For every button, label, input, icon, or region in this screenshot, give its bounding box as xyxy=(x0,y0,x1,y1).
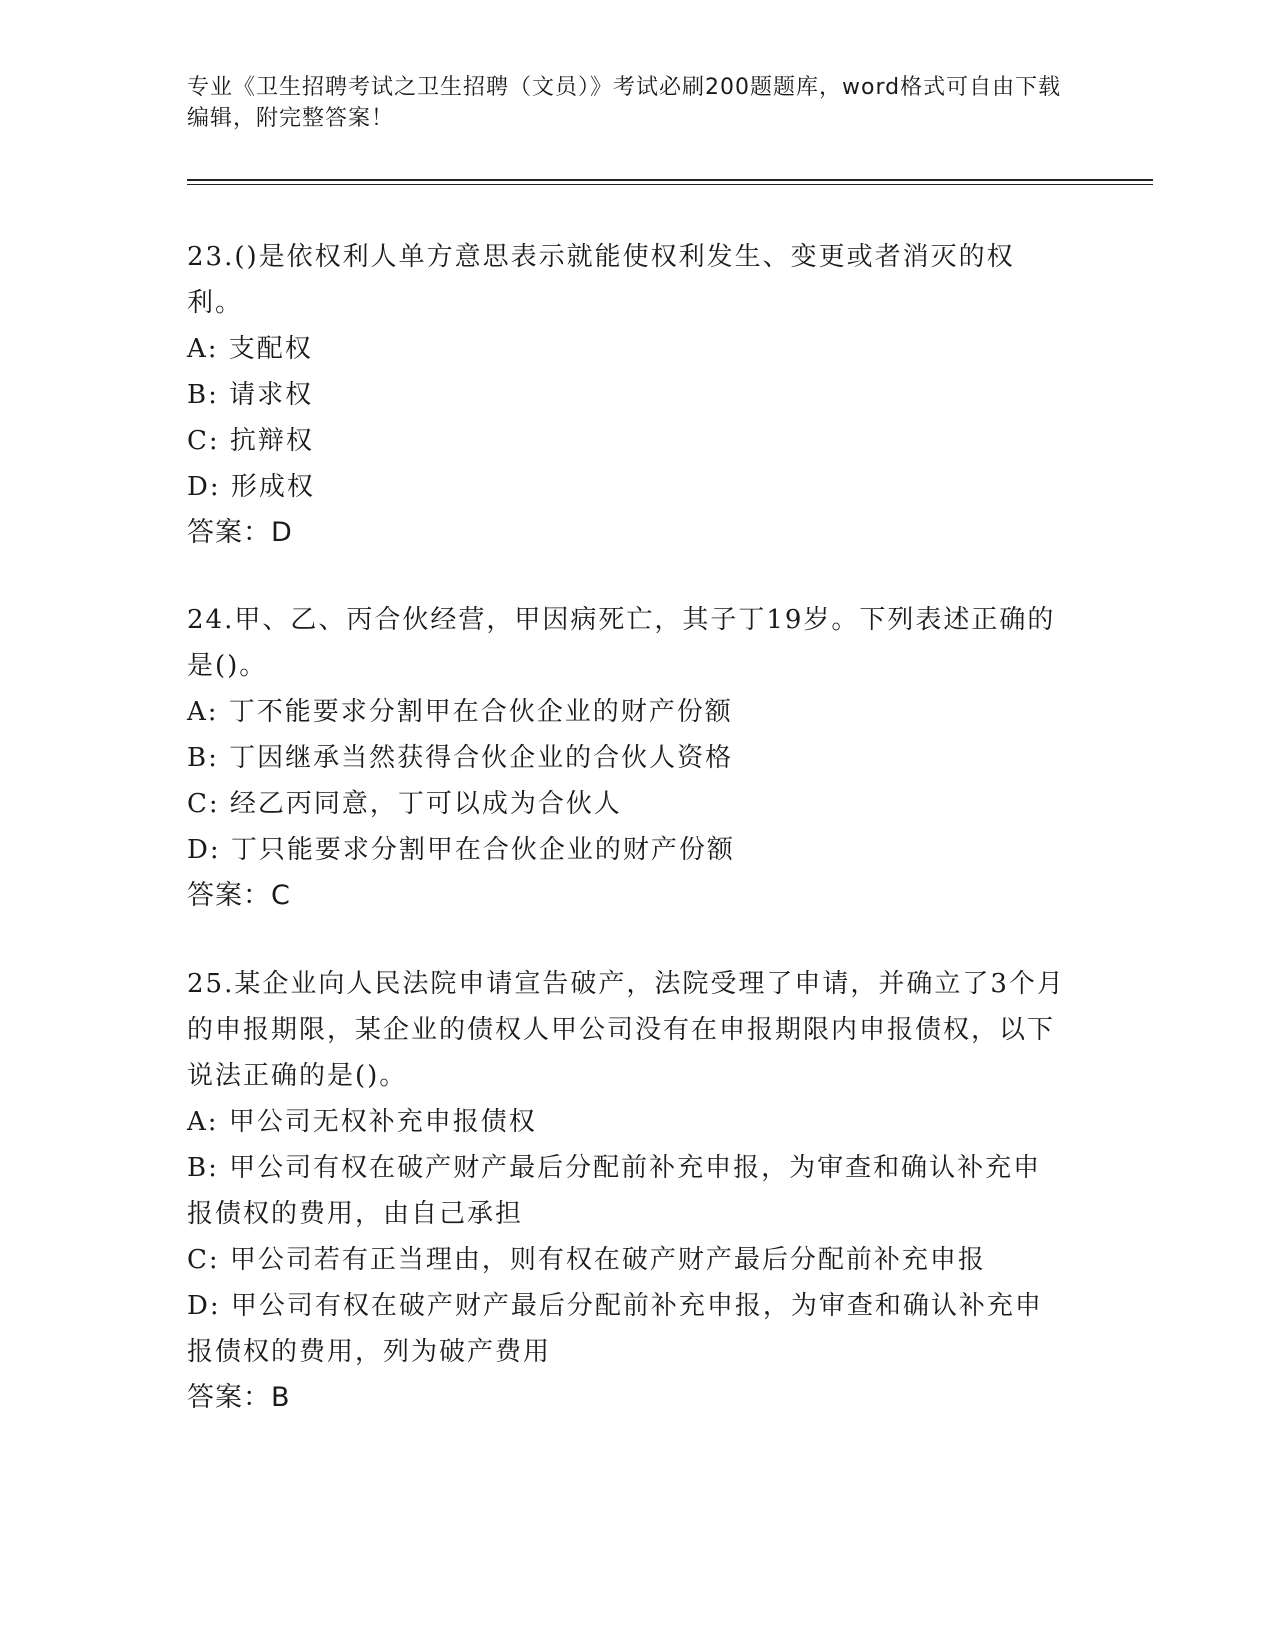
option-b: B: 请求权 xyxy=(187,380,314,410)
option-d: D: 甲公司有权在破产财产最后分配前补充申报，为审查和确认补充申报债权的费用，列为破产费用 xyxy=(187,1291,1043,1367)
option-c: C: 甲公司若有正当理由，则有权在破产财产最后分配前补充申报 xyxy=(187,1245,986,1275)
option-d: D: 丁只能要求分割甲在合伙企业的财产份额 xyxy=(187,835,735,865)
option-a: A: 甲公司无权补充申报债权 xyxy=(187,1107,537,1137)
question-block-24 xyxy=(187,597,1067,919)
header-divider-thick xyxy=(187,179,1153,181)
option-a: A: 支配权 xyxy=(187,334,313,364)
option-b: B: 丁因继承当然获得合伙企业的合伙人资格 xyxy=(187,743,734,773)
question-text: 23.()是依权利人单方意思表示就能使权利发生、变更或者消灭的权利。 xyxy=(187,242,1015,318)
answer-line: 答案：D xyxy=(187,517,293,548)
question-block-23 xyxy=(187,234,1067,556)
question-text: 25.某企业向人民法院申请宣告破产，法院受理了申请，并确立了3个月的申报期限，某企业的债权人甲公司没有在申报期限内申报债权，以下说法正确的是()。 xyxy=(187,969,1065,1091)
header-divider-thin xyxy=(187,184,1153,185)
answer-line: 答案：C xyxy=(187,880,291,911)
option-d: D: 形成权 xyxy=(187,472,315,502)
document-header: 专业《卫生招聘考试之卫生招聘（文员）》考试必刷200题题库，word格式可自由下载编辑，附完整答案！ xyxy=(187,75,1062,131)
answer-line: 答案：B xyxy=(187,1382,291,1413)
option-a: A: 丁不能要求分割甲在合伙企业的财产份额 xyxy=(187,697,733,727)
option-c: C: 经乙丙同意，丁可以成为合伙人 xyxy=(187,789,622,819)
option-c: C: 抗辩权 xyxy=(187,426,314,456)
option-b: B: 甲公司有权在破产财产最后分配前补充申报，为审查和确认补充申报债权的费用，由自己承担 xyxy=(187,1153,1042,1229)
question-block-25 xyxy=(187,961,1067,1421)
question-text: 24.甲、乙、丙合伙经营，甲因病死亡，其子丁19岁。下列表述正确的是()。 xyxy=(187,605,1056,681)
